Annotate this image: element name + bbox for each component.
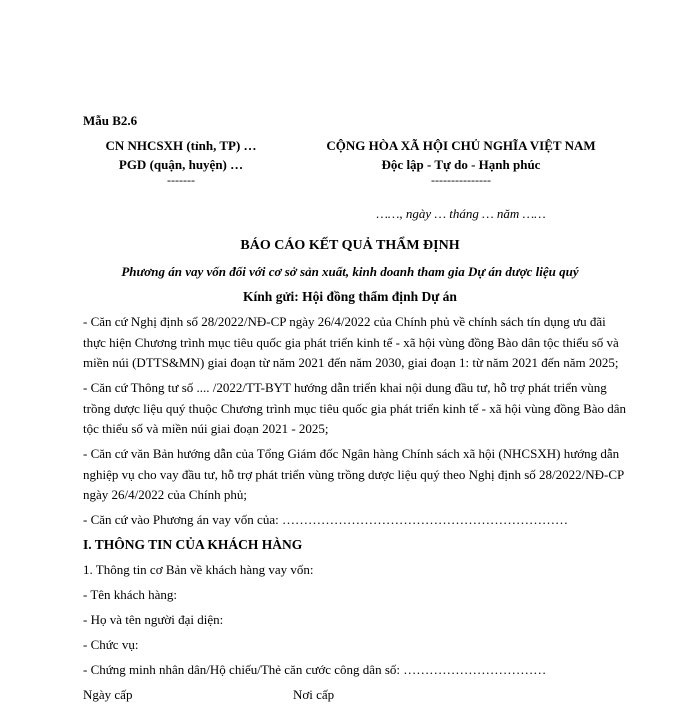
id-number-field: - Chứng minh nhân dân/Hộ chiếu/Thẻ căn cước công dân số: …………………………… [83, 662, 547, 677]
legal-basis-plan: - Căn cứ vào Phương án vay vốn của: ………………………………………………………… [83, 512, 568, 527]
left-separator: ------- [167, 173, 195, 187]
issuing-office-block [86, 136, 276, 186]
country-name: CỘNG HÒA XÃ HỘI CHỦ NGHĨA VIỆT NAM [326, 138, 596, 153]
issue-place-label: Nơi cấp [293, 687, 335, 702]
recipient-greeting: Kính gửi: Hội đồng thẩm định Dự án [243, 289, 457, 304]
representative-name-field: - Họ và tên người đại diện: [83, 612, 224, 627]
section-customer-info-heading: I. THÔNG TIN CỦA KHÁCH HÀNG [83, 537, 303, 552]
legal-basis-circular: - Căn cứ Thông tư số .... /2022/TT-BYT hướng dẫn triển khai nội dung đầu tư, hỗ trợ phát triển vùng trồng dược liệu quý thuộc Chương trình mục tiêu quốc gia phát triển kinh tế - xã hội vùng đồng Bào dân tộc thiểu số và miền núi giai đoạn 2021 - 2025; [83, 380, 627, 436]
national-motto: Độc lập - Tự do - Hạnh phúc [381, 157, 541, 172]
document-subtitle: Phương án vay vốn đối với cơ sở sản xuất, kinh doanh tham gia Dự án dược liệu quý [121, 264, 579, 279]
document-body [83, 312, 628, 705]
basic-info-item: 1. Thông tin cơ Bản về khách hàng vay vốn: [83, 562, 314, 577]
issue-info-row [83, 685, 628, 705]
date-line: ……, ngày … tháng … năm …… [376, 206, 546, 221]
right-separator: --------------- [431, 173, 491, 187]
customer-name-field: - Tên khách hàng: [83, 587, 177, 602]
office-line: PGD (quận, huyện) … [118, 157, 244, 172]
issue-date-label: Ngày cấp [83, 687, 133, 702]
legal-basis-guidance: - Căn cứ văn Bản hướng dẫn của Tổng Giám đốc Ngân hàng Chính sách xã hội (NHCSXH) hướng dẫn nghiệp vụ cho vay đầu tư, hỗ trợ phát triển vùng trồng dược liệu quý theo Nghị định số 28/2022/NĐ-CP ngày 26/4/2022 của Chính phủ; [83, 446, 624, 502]
position-field: - Chức vụ: [83, 637, 139, 652]
form-code: Mẫu B2.6 [83, 113, 138, 128]
branch-line: CN NHCSXH (tỉnh, TP) … [105, 138, 257, 153]
national-header-block [296, 136, 626, 186]
document-title: BÁO CÁO KẾT QUẢ THẨM ĐỊNH [240, 238, 460, 253]
legal-basis-decree: - Căn cứ Nghị định số 28/2022/NĐ-CP ngày 26/4/2022 của Chính phủ về chính sách tín dụng ưu đãi thực hiện Chương trình mục tiêu quốc gia phát triển kinh tế - xã hội vùng đồng Bào dân tộc thiểu số và miền núi (DTTS&MN) giai đoạn từ năm 2021 đến năm 2030, giai đoạn 1: từ năm 2021 đến năm 2025; [83, 314, 619, 370]
